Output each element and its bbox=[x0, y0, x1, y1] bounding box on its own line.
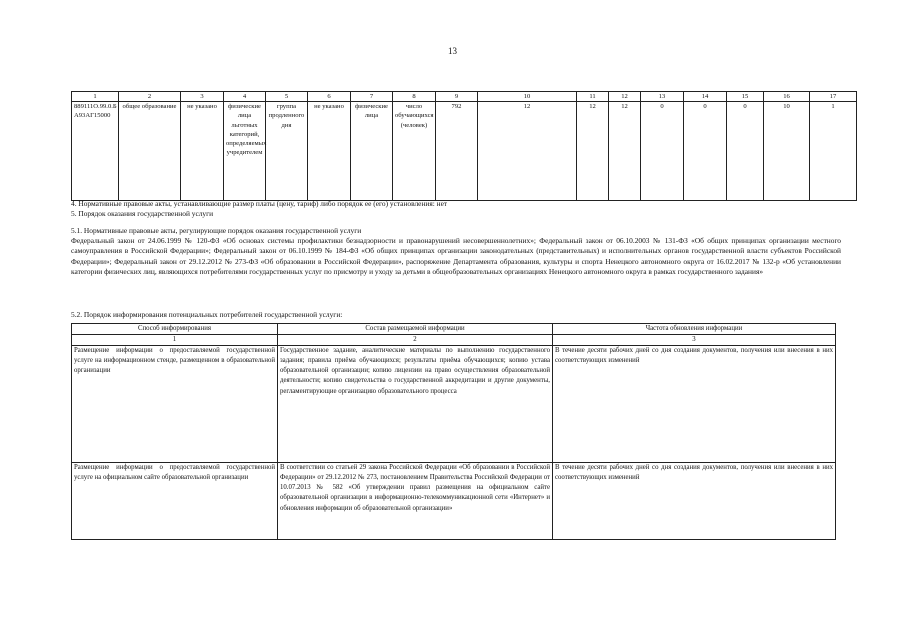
column-number: 7 bbox=[351, 92, 393, 102]
column-number: 6 bbox=[308, 92, 351, 102]
table-cell: число обучающихся (человек) bbox=[393, 102, 436, 201]
frequency-cell: В течение десяти рабочих дней со дня создания документов, получения или внесения в них соответствующих изменений bbox=[553, 463, 836, 540]
column-number-row bbox=[72, 92, 857, 102]
indicators-table bbox=[71, 91, 857, 201]
method-cell: Размещение информации о предоставляемой государственной услуге на информационном стенде, размещенном в образовательной организации bbox=[72, 346, 278, 463]
table-row bbox=[72, 346, 836, 463]
table-row bbox=[72, 102, 857, 201]
table-cell: 0 bbox=[641, 102, 684, 201]
table-cell: не указано bbox=[308, 102, 351, 201]
column-number: 3 bbox=[181, 92, 224, 102]
column-number: 9 bbox=[436, 92, 478, 102]
column-number: 4 bbox=[224, 92, 266, 102]
page-number: 13 bbox=[448, 46, 457, 56]
table-cell: 10 bbox=[764, 102, 810, 201]
column-number: 11 bbox=[577, 92, 609, 102]
column-number: 8 bbox=[393, 92, 436, 102]
column-number: 13 bbox=[641, 92, 684, 102]
table-cell: 0 bbox=[684, 102, 727, 201]
table-row bbox=[72, 463, 836, 540]
header-row bbox=[72, 324, 836, 335]
table-cell: физические лица bbox=[351, 102, 393, 201]
column-number-row bbox=[72, 335, 836, 346]
content-cell: В соответствии со статьей 29 закона Российской Федерации «Об образовании в Российской Федерации» от 29.12.2012 № 273, постановлением Правительства Российской Федерации от 10.07.2013 № 582 «Об утверждении правил размещения на официальном сайте образовательной организации в информационно-телекоммуникационной сети «Интернет» и обновления информации об образовательной организации» bbox=[278, 463, 553, 540]
column-number: 1 bbox=[72, 92, 119, 102]
table-cell: 12 bbox=[478, 102, 577, 201]
frequency-cell: В течение десяти рабочих дней со дня создания документов, получения или внесения в них соответствующих изменений bbox=[553, 346, 836, 463]
section-5-heading: 5. Порядок оказания государственной услуги bbox=[71, 209, 214, 218]
table-cell: общее образование bbox=[119, 102, 181, 201]
table-cell: 12 bbox=[609, 102, 641, 201]
column-header: Способ информирования bbox=[72, 324, 278, 335]
column-number: 5 bbox=[266, 92, 308, 102]
column-header: Состав размещаемой информации bbox=[278, 324, 553, 335]
content-cell: Государственное задание, аналитические материалы по выполнению государственного задания; правила приёма обучающихся; результаты приёма обучающихся; копию устава образовательной организации; копию лицензии на право осуществления образовательной деятельности; копию свидетельства о государственной аккредитации и другие документы, регламентирующие организацию образовательного процесса bbox=[278, 346, 553, 463]
section-4-text: 4. Нормативные правовые акты, устанавливающие размер платы (цену, тариф) либо порядок ее (его) установления: нет bbox=[71, 199, 448, 208]
legal-acts-text: Федеральный закон от 24.06.1999 № 120-ФЗ «Об основах системы профилактики безнадзорности и правонарушений несовершеннолетних»; Федеральный закон от 06.10.2003 № 131-ФЗ «Об общих принципах организации местного самоуправления в Российской Федерации»; Федеральный закон от 06.10.1999 № 184-ФЗ «Об общих принципах организации законодательных (представительных) и исполнительных органов государственной власти субъектов Российской Федерации»; Федеральный закон от 29.12.2012 № 273-ФЗ «Об образовании в Российской Федерации», распоряжение Департамента образования, культуры и спорта Ненецкого автономного округа от 16.02.2017 № 132-р «Об установлении категории физических лиц, являющихся потребителями государственных услуг по присмотру и уходу за детьми в общеобразовательных организациях Ненецкого автономного округа в рамках государственного задания» bbox=[71, 236, 841, 277]
table-cell: не указано bbox=[181, 102, 224, 201]
column-number: 2 bbox=[119, 92, 181, 102]
column-number: 16 bbox=[764, 92, 810, 102]
column-number: 15 bbox=[727, 92, 764, 102]
column-number: 17 bbox=[810, 92, 857, 102]
section-5-1-heading: 5.1. Нормативные правовые акты, регулирующие порядок оказания государственной услуги bbox=[71, 226, 362, 235]
column-number: 14 bbox=[684, 92, 727, 102]
table-cell: 1 bbox=[810, 102, 857, 201]
column-number: 12 bbox=[609, 92, 641, 102]
table-cell: группа продленного дня bbox=[266, 102, 308, 201]
column-number: 10 bbox=[478, 92, 577, 102]
informing-table bbox=[71, 323, 836, 540]
section-5-2-heading: 5.2. Порядок информирования потенциальных потребителей государственной услуги: bbox=[71, 310, 343, 319]
registry-code-cell: 889111О.99.0.Б А93АГ15000 bbox=[72, 102, 119, 201]
method-cell: Размещение информации о предоставляемой государственной услуге на официальном сайте образовательной организации bbox=[72, 463, 278, 540]
column-number: 1 bbox=[72, 335, 278, 346]
column-number: 3 bbox=[553, 335, 836, 346]
column-number: 2 bbox=[278, 335, 553, 346]
table-cell: физические лица льготных категорий, определяемых учредителем bbox=[224, 102, 266, 201]
table-cell: 792 bbox=[436, 102, 478, 201]
table-cell: 0 bbox=[727, 102, 764, 201]
table-cell: 12 bbox=[577, 102, 609, 201]
column-header: Частота обновления информации bbox=[553, 324, 836, 335]
